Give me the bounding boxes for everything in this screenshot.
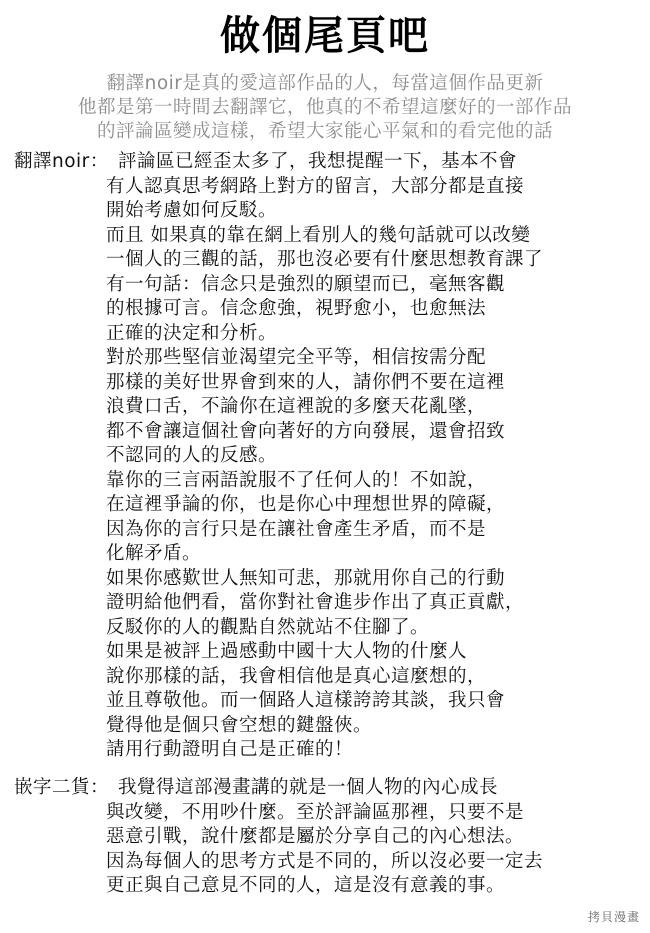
message-row [0,616,650,641]
message-line: 評論區已經歪太多了，我想提醒一下，基本不會 [118,151,518,172]
message-line: 並且尊敬他。而一個路人這樣誇誇其談，我只會 [106,690,506,711]
message-row [0,591,650,616]
message-line: 與改變，不用吵什麼。至於評論區那裡，只要不是 [106,801,525,823]
message-line: 開始考慮如何反駁。 [106,200,278,221]
message-line: 而且 如果真的靠在網上看別人的幾句話就可以改變 [106,224,531,246]
message-row [0,395,650,420]
message-row [0,346,650,371]
intro-line: 翻譯noir是真的愛這部作品的人，每當這個作品更新 [106,73,544,94]
message-line: 的根據可言。信念愈強，視野愈小，也愈無法 [106,298,487,319]
message-row [0,567,650,592]
watermark: 拷貝漫畫 [587,910,640,924]
message-line: 惡意引戰，說什麼都是屬於分享自己的內心想法。 [106,826,525,847]
intro-line: 他都是第一時間去翻譯它，他真的不希望這麼好的一部作品 [77,97,572,118]
message-row [0,776,650,801]
message-line: 如果你感歎世人無知可悲，那就用你自己的行動 [106,567,506,589]
message-line: 在這裡爭論的你，也是你心中理想世界的障礙， [106,494,506,515]
message-row [0,322,650,347]
message-line: 有一句話：信念只是強烈的願望而已，毫無客觀 [106,273,506,295]
message-row [0,420,650,445]
message-line: 正確的決定和分析。 [106,322,278,344]
message-line: 說你那樣的話，我會相信他是真心這麼想的， [106,665,487,687]
message-line: 因為每個人的思考方式是不同的，所以沒必要一定去 [106,850,544,872]
message-row [0,273,650,298]
message-row [0,738,650,763]
message-line: 都不會讓這個社會向著好的方向發展，還會招致 [106,420,506,442]
message-line: 更正與自己意見不同的人，這是沒有意義的事。 [106,875,506,896]
message-line: 不認同的人的反感。 [106,445,278,466]
message-line: 請用行動證明自己是正確的！ [106,739,354,760]
message-line: 有人認真思考網路上對方的留言，大部分都是直接 [106,175,525,197]
message-section-translator [0,150,650,763]
message-row [0,542,650,567]
message-line: 反駁你的人的觀點自然就站不住腳了。 [106,616,430,638]
message-row [0,469,650,494]
message-row [0,850,650,875]
message-line: 證明給他們看，當你對社會進步作出了真正貢獻， [106,592,525,613]
message-row [0,493,650,518]
message-row [0,714,650,739]
speaker-label: 翻譯noir： [14,151,109,172]
message-row [0,640,650,665]
message-line: 對於那些堅信並渴望完全平等，相信按需分配 [106,347,487,368]
message-row [0,801,650,826]
message-row [0,444,650,469]
message-row [0,665,650,690]
message-line: 覺得他是個只會空想的鍵盤俠。 [106,714,373,736]
intro-note [0,72,650,144]
message-section-letterer [0,776,650,899]
message-row [0,248,650,273]
message-row [0,874,650,899]
message-line: 那樣的美好世界會到來的人，請你們不要在這裡 [106,371,506,393]
message-line: 因為你的言行只是在讓社會產生矛盾，而不是 [106,518,487,540]
message-row [0,371,650,396]
message-row [0,518,650,543]
message-line: 浪費口舌，不論你在這裡說的多麼天花亂墜， [106,396,487,417]
message-line: 化解矛盾。 [106,543,202,564]
intro-line: 的評論區變成這樣，希望大家能心平氣和的看完他的話 [96,121,553,142]
message-line: 如果是被評上過感動中國十大人物的什麼人 [106,641,468,662]
message-line: 一個人的三觀的話，那也沒必要有什麼思想教育課了 [106,249,544,270]
message-row [0,175,650,200]
page-title: 做個尾頁吧 [220,13,430,59]
message-row [0,150,650,175]
message-row [0,689,650,714]
message-row [0,297,650,322]
speaker-label: 嵌字二貨： [14,777,110,798]
message-line: 我覺得這部漫畫講的就是一個人物的內心成長 [118,777,499,798]
message-row [0,199,650,224]
message-row [0,825,650,850]
message-line: 靠你的三言兩語說服不了任何人的！不如說， [106,469,487,491]
message-row [0,224,650,249]
